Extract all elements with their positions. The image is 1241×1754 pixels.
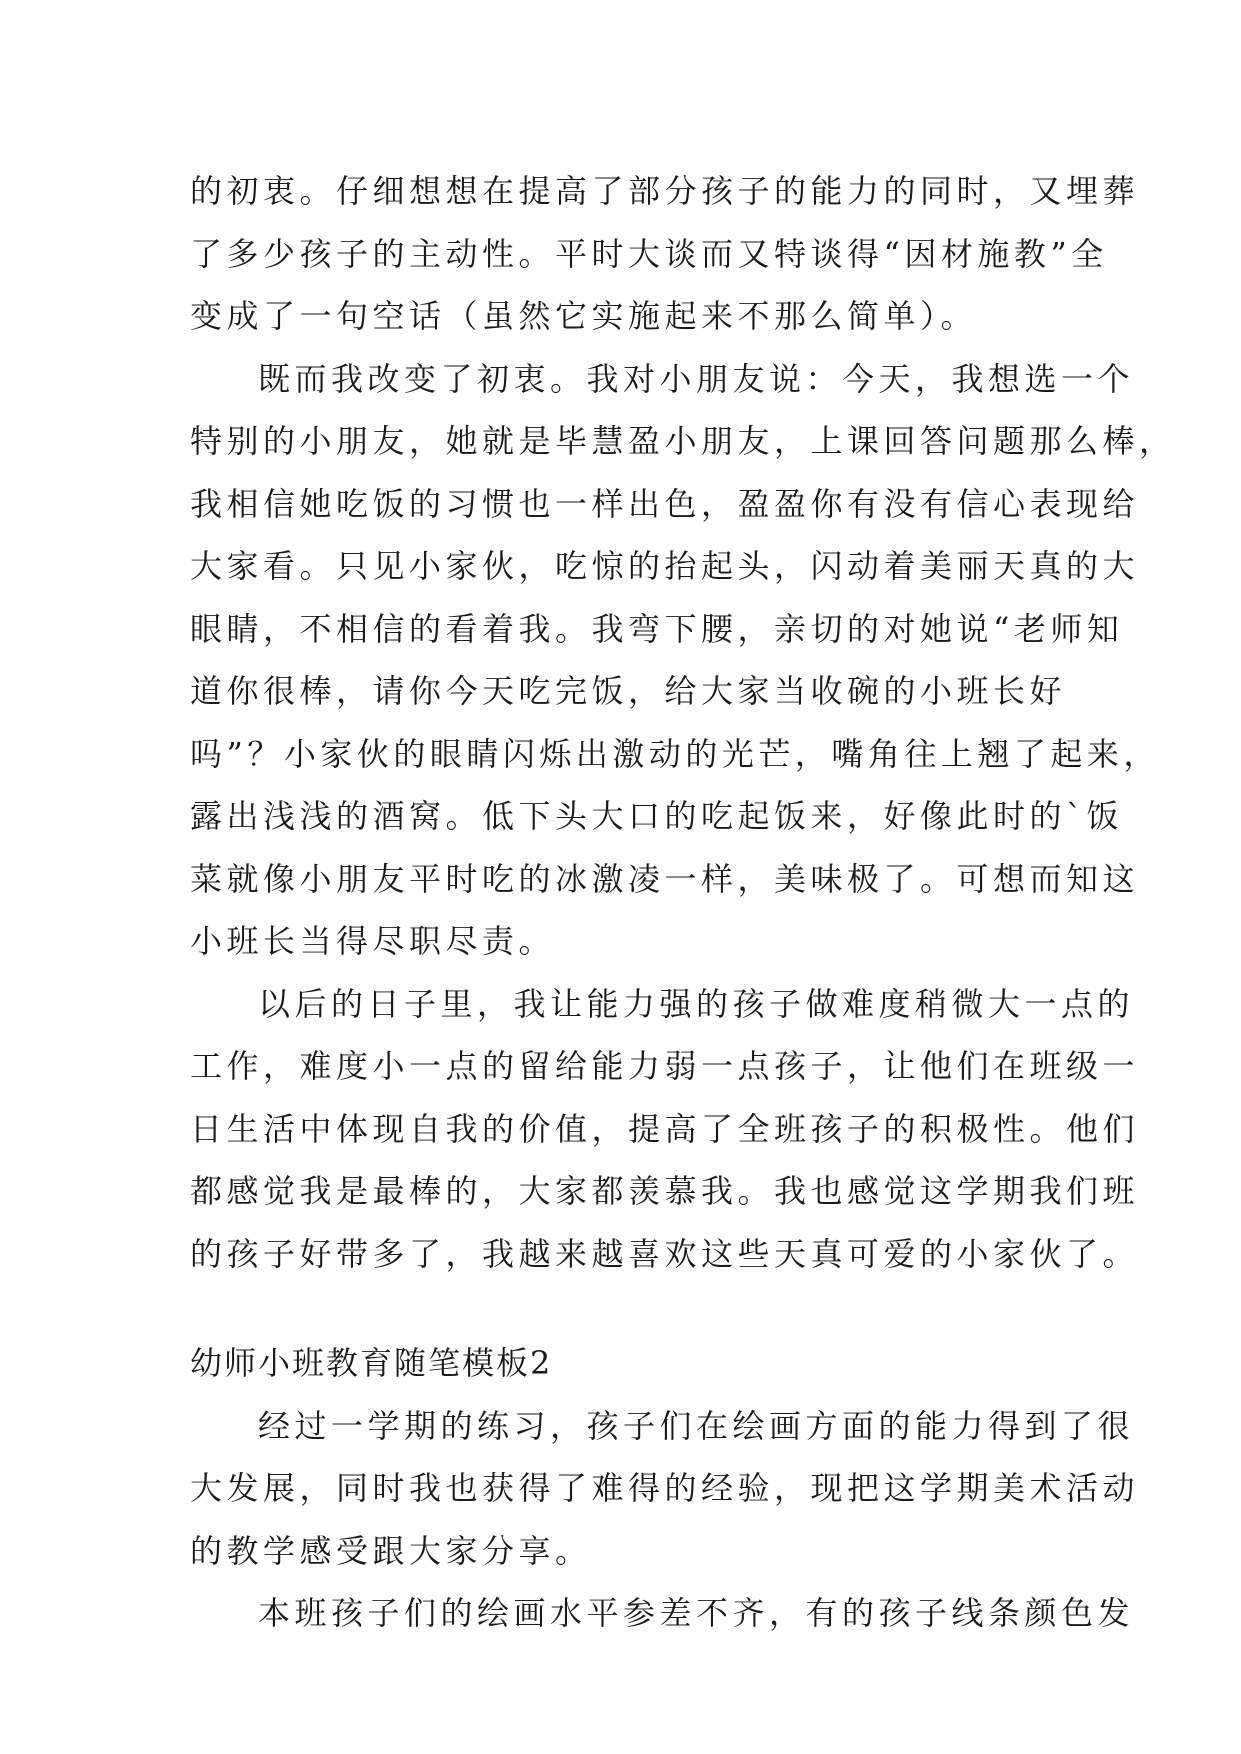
section-gap <box>190 1285 1065 1332</box>
text-line: 大家看。只见小家伙，吃惊的抬起头，闪动着美丽天真的大 <box>190 547 1140 585</box>
paragraph-5 <box>190 1582 1135 1645</box>
text-line: 都感觉我是最棒的，大家都羡慕我。我也感觉这学期我们班 <box>190 1172 1140 1210</box>
text-line: 露出浅浅的酒窝。低下头大口的吃起饭来，好像此时的`饭 <box>190 797 1124 835</box>
text-line: 的初衷。仔细想想在提高了部分孩子的能力的同时，又埋葬 <box>190 172 1140 210</box>
text-line: 特别的小朋友，她就是毕慧盈小朋友，上课回答问题那么棒， <box>190 422 1176 460</box>
paragraph-2 <box>190 348 1176 973</box>
text-line: 变成了一句空话（虽然它实施起来不那么简单）。 <box>190 297 978 335</box>
section-heading: 幼师小班教育随笔模板2 <box>190 1344 553 1382</box>
paragraph-3 <box>190 973 1140 1286</box>
text-line: 大发展，同时我也获得了难得的经验，现把这学期美术活动 <box>190 1469 1140 1507</box>
text-line: 本班孩子们的绘画水平参差不齐，有的孩子线条颜色发 <box>258 1594 1135 1632</box>
text-line: 眼睛，不相信的看着我。我弯下腰，亲切的对她说“老师知 <box>190 609 1124 648</box>
text-line: 既而我改变了初衷。我对小朋友说：今天，我想选一个 <box>258 359 1135 398</box>
text-line: 道你很棒，请你今天吃完饭，给大家当收碗的小班长好 <box>190 672 1067 710</box>
text-line: 的孩子好带多了，我越来越喜欢这些天真可爱的小家伙了。 <box>190 1234 1140 1273</box>
text-line: 的教学感受跟大家分享。 <box>190 1531 592 1570</box>
text-line: 菜就像小朋友平时吃的冰激凌一样，美味极了。可想而知这 <box>190 859 1140 898</box>
text-line: 我相信她吃饭的习惯也一样出色，盈盈你有没有信心表现给 <box>190 484 1140 523</box>
text-line: 吗”？小家伙的眼睛闪烁出激动的光芒，嘴角往上翘了起来， <box>190 734 1160 773</box>
text-line: 经过一学期的练习，孩子们在绘画方面的能力得到了很 <box>258 1406 1135 1445</box>
text-line: 工作，难度小一点的留给能力弱一点孩子，让他们在班级一 <box>190 1047 1140 1085</box>
document-body <box>190 160 1176 1645</box>
text-line: 了多少孩子的主动性。平时大谈而又特谈得“因材施教”全 <box>190 234 1108 273</box>
text-line: 小班长当得尽职尽责。 <box>190 922 556 960</box>
text-line: 日生活中体现自我的价值，提高了全班孩子的积极性。他们 <box>190 1109 1140 1148</box>
paragraph-1 <box>190 160 1140 348</box>
paragraph-4 <box>190 1395 1140 1583</box>
text-line: 以后的日子里，我让能力强的孩子做难度稍微大一点的 <box>258 984 1135 1023</box>
